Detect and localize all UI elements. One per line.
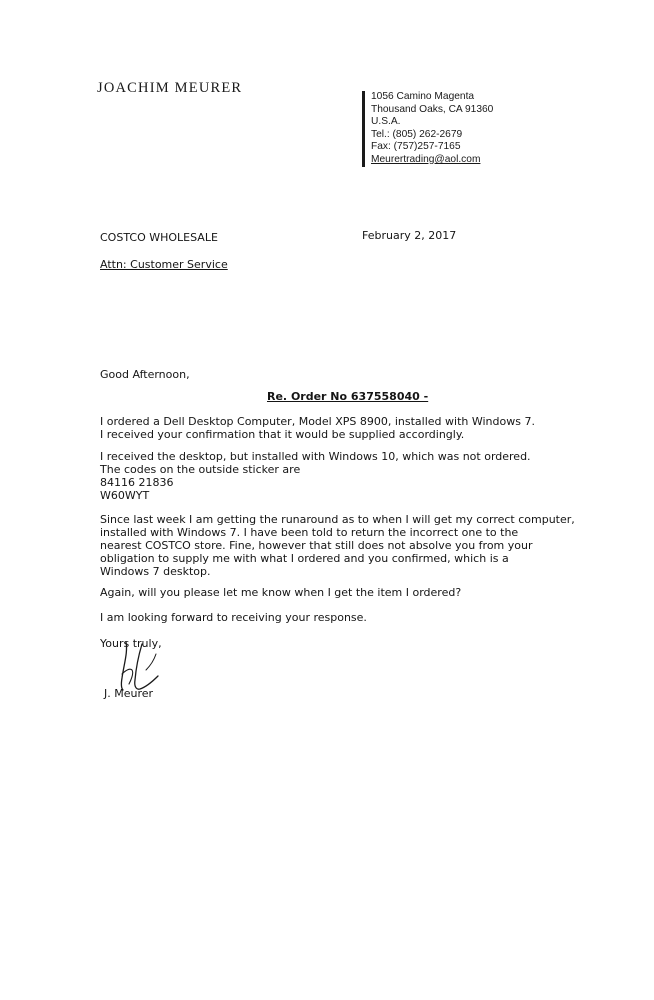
address-city: Thousand Oaks, CA 91360 bbox=[371, 103, 494, 115]
body-line: nearest COSTCO store. Fine, however that still does not absolve you from your bbox=[100, 539, 533, 552]
letter-date: February 2, 2017 bbox=[362, 229, 457, 242]
body-line: I received the desktop, but installed with Windows 10, which was not ordered. bbox=[100, 450, 531, 463]
body-line: I received your confirmation that it would be supplied accordingly. bbox=[100, 428, 465, 441]
address-fax: Fax: (757)257-7165 bbox=[371, 141, 461, 153]
address-email: Meurertrading@aol.com bbox=[371, 153, 481, 165]
salutation: Good Afternoon, bbox=[100, 368, 190, 381]
closing: Yours truly, bbox=[100, 637, 162, 650]
sender-address-block bbox=[362, 91, 493, 167]
letterhead-name: JOACHIM MEURER bbox=[97, 80, 243, 96]
body-line: Windows 7 desktop. bbox=[100, 565, 211, 578]
subject-line: Re. Order No 637558040 - bbox=[267, 390, 429, 403]
body-line: I am looking forward to receiving your response. bbox=[100, 611, 367, 624]
body-line: installed with Windows 7. I have been told to return the incorrect one to the bbox=[100, 526, 519, 539]
body-line: Again, will you please let me know when I get the item I ordered? bbox=[100, 586, 462, 599]
recipient-attention: Attn: Customer Service bbox=[100, 258, 228, 271]
body-line: I ordered a Dell Desktop Computer, Model XPS 8900, installed with Windows 7. bbox=[100, 415, 535, 428]
address-country: U.S.A. bbox=[371, 116, 401, 128]
handwritten-signature bbox=[112, 640, 172, 692]
sticker-code-2: W60WYT bbox=[100, 489, 150, 502]
body-line: The codes on the outside sticker are bbox=[100, 463, 301, 476]
address-street: 1056 Camino Magenta bbox=[371, 91, 475, 102]
signer-name: J. Meurer bbox=[104, 687, 154, 700]
address-phone: Tel.: (805) 262-2679 bbox=[371, 128, 463, 140]
body-line: obligation to supply me with what I ordered and you confirmed, which is a bbox=[100, 552, 509, 565]
recipient-company: COSTCO WHOLESALE bbox=[100, 231, 218, 244]
sticker-code-1: 84116 21836 bbox=[100, 476, 174, 489]
body-line: Since last week I am getting the runaround as to when I will get my correct computer, bbox=[100, 513, 575, 526]
